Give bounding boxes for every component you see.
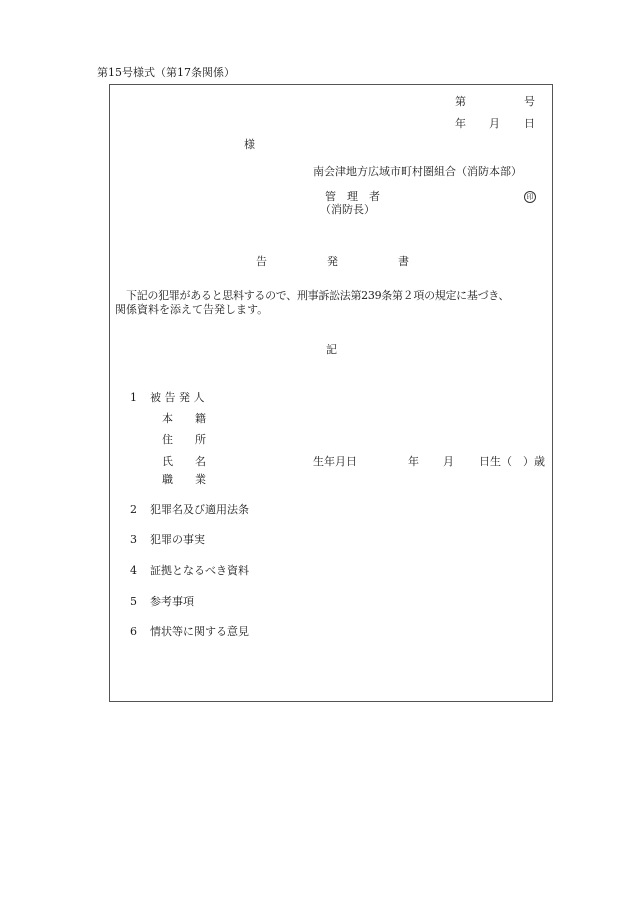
item-1-honseki: 本 籍 (162, 412, 206, 425)
sender-title: 管 理 者 (325, 190, 380, 203)
item-1-birth-label: 生年月日 (313, 455, 357, 468)
item-1-shokugyo: 職 業 (162, 473, 206, 486)
item-6-label: 情状等に関する意見 (150, 625, 249, 638)
body-line-2: 関係資料を添えて告発します。 (115, 303, 269, 316)
seal-mark: 印 (524, 191, 536, 203)
item-4-number: 4 (130, 564, 137, 577)
item-1-birth-year: 年 (408, 455, 419, 468)
date-day: 日 (524, 117, 535, 130)
item-4-label: 証拠となるべき資料 (150, 564, 249, 577)
item-6-number: 6 (130, 625, 137, 638)
item-3-label: 犯罪の事実 (150, 533, 205, 546)
body-line-1: 下記の犯罪があると思料するので、刑事訴訟法第239条第２項の規定に基づき、 (126, 289, 510, 302)
item-1-jusho: 住 所 (162, 433, 206, 446)
document-title-char-1: 告 (256, 255, 267, 268)
item-1-label: 被 告 発 人 (150, 391, 205, 404)
number-prefix: 第 (455, 95, 466, 108)
item-1-number: 1 (130, 391, 137, 404)
item-1-birth-month: 月 (443, 455, 454, 468)
item-1-birth-day-age: 日生（ ）歳 (479, 455, 545, 468)
sender-title-sub: （消防長） (320, 203, 375, 216)
ki-heading: 記 (326, 343, 337, 356)
item-5-label: 参考事項 (150, 595, 194, 608)
date-month: 月 (489, 117, 500, 130)
item-3-number: 3 (130, 533, 137, 546)
addressee-suffix: 様 (244, 138, 255, 151)
item-2-label: 犯罪名及び適用法条 (150, 503, 249, 516)
item-1-shimei: 氏 名 (162, 455, 206, 468)
item-2-number: 2 (130, 503, 137, 516)
document-title-char-2: 発 (327, 255, 338, 268)
sender-organization: 南会津地方広域市町村圏組合（消防本部） (313, 165, 522, 178)
document-title-char-3: 書 (398, 255, 409, 268)
number-suffix: 号 (524, 95, 535, 108)
item-5-number: 5 (130, 595, 137, 608)
date-year: 年 (455, 117, 466, 130)
form-title: 第15号様式（第17条関係） (97, 66, 235, 79)
